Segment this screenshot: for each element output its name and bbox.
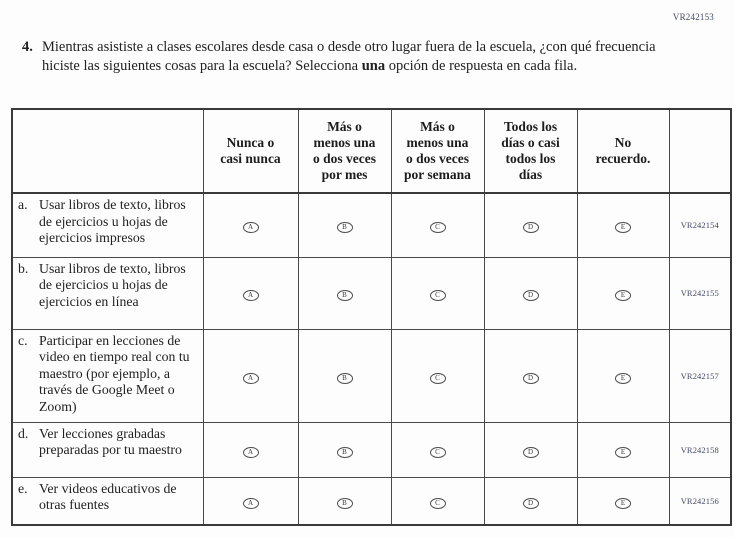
- response-table: [11, 108, 732, 526]
- header-code-cell: [669, 109, 731, 193]
- option-bubble[interactable]: B: [337, 290, 353, 301]
- table-row-d: [12, 422, 731, 477]
- option-bubble[interactable]: D: [523, 498, 539, 509]
- question-text-pre: Mientras asististe a clases escolares desde casa o desde otro lugar fuera de la escuela, ¿con qué frecuencia hiciste las siguientes cosas para la escuela? Selecciona: [42, 39, 656, 74]
- bubble-option-c[interactable]: [391, 329, 484, 422]
- bubble-option-d[interactable]: [484, 329, 577, 422]
- option-bubble[interactable]: A: [243, 447, 259, 458]
- table-row-a: [12, 193, 731, 257]
- option-bubble[interactable]: C: [430, 447, 446, 458]
- row-code: VR242156: [669, 477, 731, 525]
- row-label: Ver lecciones grabadas preparadas por tu maestro: [39, 425, 182, 457]
- row-letter: e.: [18, 480, 28, 496]
- option-bubble[interactable]: A: [243, 290, 259, 301]
- bubble-option-c[interactable]: [391, 257, 484, 329]
- bubble-option-b[interactable]: [298, 193, 391, 257]
- row-code: VR242155: [669, 257, 731, 329]
- option-bubble[interactable]: B: [337, 498, 353, 509]
- bubble-option-b[interactable]: [298, 422, 391, 477]
- option-bubble[interactable]: B: [337, 373, 353, 384]
- bubble-option-e[interactable]: [577, 193, 669, 257]
- header-todos-los-dias: Todos los días o casi todos los días: [484, 109, 577, 193]
- bubble-option-a[interactable]: [203, 422, 298, 477]
- bubble-option-c[interactable]: [391, 477, 484, 525]
- header-nunca: Nunca o casi nunca: [203, 109, 298, 193]
- row-label-cell: [12, 329, 203, 422]
- row-label: Participar en lecciones de video en tiempo real con tu maestro (por ejemplo, a través de Google Meet o Zoom): [39, 332, 190, 414]
- bubble-option-e[interactable]: [577, 329, 669, 422]
- option-bubble[interactable]: B: [337, 222, 353, 233]
- bubble-option-c[interactable]: [391, 193, 484, 257]
- row-letter: c.: [18, 332, 28, 348]
- option-bubble[interactable]: D: [523, 447, 539, 458]
- option-bubble[interactable]: A: [243, 373, 259, 384]
- row-label: Usar libros de texto, libros de ejercicios u hojas de ejercicios en línea: [39, 260, 186, 309]
- page-code: VR242153: [672, 12, 714, 22]
- header-empty-cell: [12, 109, 203, 193]
- header-row: [12, 109, 731, 193]
- header-veces-por-semana: Más o menos una o dos veces por semana: [391, 109, 484, 193]
- question-block: [22, 38, 662, 76]
- row-label: Usar libros de texto, libros de ejercicios u hojas de ejercicios impresos: [39, 197, 186, 245]
- row-label-cell: [12, 193, 203, 257]
- option-bubble[interactable]: D: [523, 290, 539, 301]
- option-bubble[interactable]: E: [615, 222, 631, 233]
- row-code: VR242154: [669, 193, 731, 257]
- bubble-option-b[interactable]: [298, 257, 391, 329]
- bubble-option-c[interactable]: [391, 422, 484, 477]
- option-bubble[interactable]: C: [430, 290, 446, 301]
- question-text-post: opción de respuesta en cada fila.: [385, 58, 578, 74]
- option-bubble[interactable]: C: [430, 498, 446, 509]
- bubble-option-d[interactable]: [484, 422, 577, 477]
- row-label: Ver videos educativos de otras fuentes: [39, 480, 177, 512]
- option-bubble[interactable]: B: [337, 447, 353, 458]
- bubble-option-d[interactable]: [484, 257, 577, 329]
- row-letter: b.: [18, 260, 29, 276]
- option-bubble[interactable]: E: [615, 290, 631, 301]
- row-letter: a.: [18, 197, 28, 212]
- table-row-e: [12, 477, 731, 525]
- table-row-c: [12, 329, 731, 422]
- row-letter: d.: [18, 425, 29, 441]
- question-text: [42, 38, 660, 76]
- bubble-option-e[interactable]: [577, 477, 669, 525]
- option-bubble[interactable]: E: [615, 498, 631, 509]
- header-no-recuerdo: No recuerdo.: [577, 109, 669, 193]
- row-label-cell: [12, 257, 203, 329]
- option-bubble[interactable]: C: [430, 222, 446, 233]
- bubble-option-d[interactable]: [484, 477, 577, 525]
- row-label-cell: [12, 477, 203, 525]
- option-bubble[interactable]: A: [243, 222, 259, 233]
- bubble-option-e[interactable]: [577, 257, 669, 329]
- bubble-option-a[interactable]: [203, 257, 298, 329]
- bubble-option-a[interactable]: [203, 193, 298, 257]
- header-veces-por-mes: Más o menos una o dos veces por mes: [298, 109, 391, 193]
- bubble-option-d[interactable]: [484, 193, 577, 257]
- bubble-option-b[interactable]: [298, 477, 391, 525]
- option-bubble[interactable]: E: [615, 373, 631, 384]
- question-text-bold: una: [361, 58, 386, 74]
- option-bubble[interactable]: A: [243, 498, 259, 509]
- bubble-option-b[interactable]: [298, 329, 391, 422]
- option-bubble[interactable]: D: [523, 373, 539, 384]
- table-row-b: [12, 257, 731, 329]
- row-code: VR242158: [669, 422, 731, 477]
- bubble-option-a[interactable]: [203, 477, 298, 525]
- question-number: 4.: [22, 39, 33, 55]
- row-code: VR242157: [669, 329, 731, 422]
- row-label-cell: [12, 422, 203, 477]
- bubble-option-e[interactable]: [577, 422, 669, 477]
- option-bubble[interactable]: D: [523, 222, 539, 233]
- option-bubble[interactable]: E: [615, 447, 631, 458]
- option-bubble[interactable]: C: [430, 373, 446, 384]
- bubble-option-a[interactable]: [203, 329, 298, 422]
